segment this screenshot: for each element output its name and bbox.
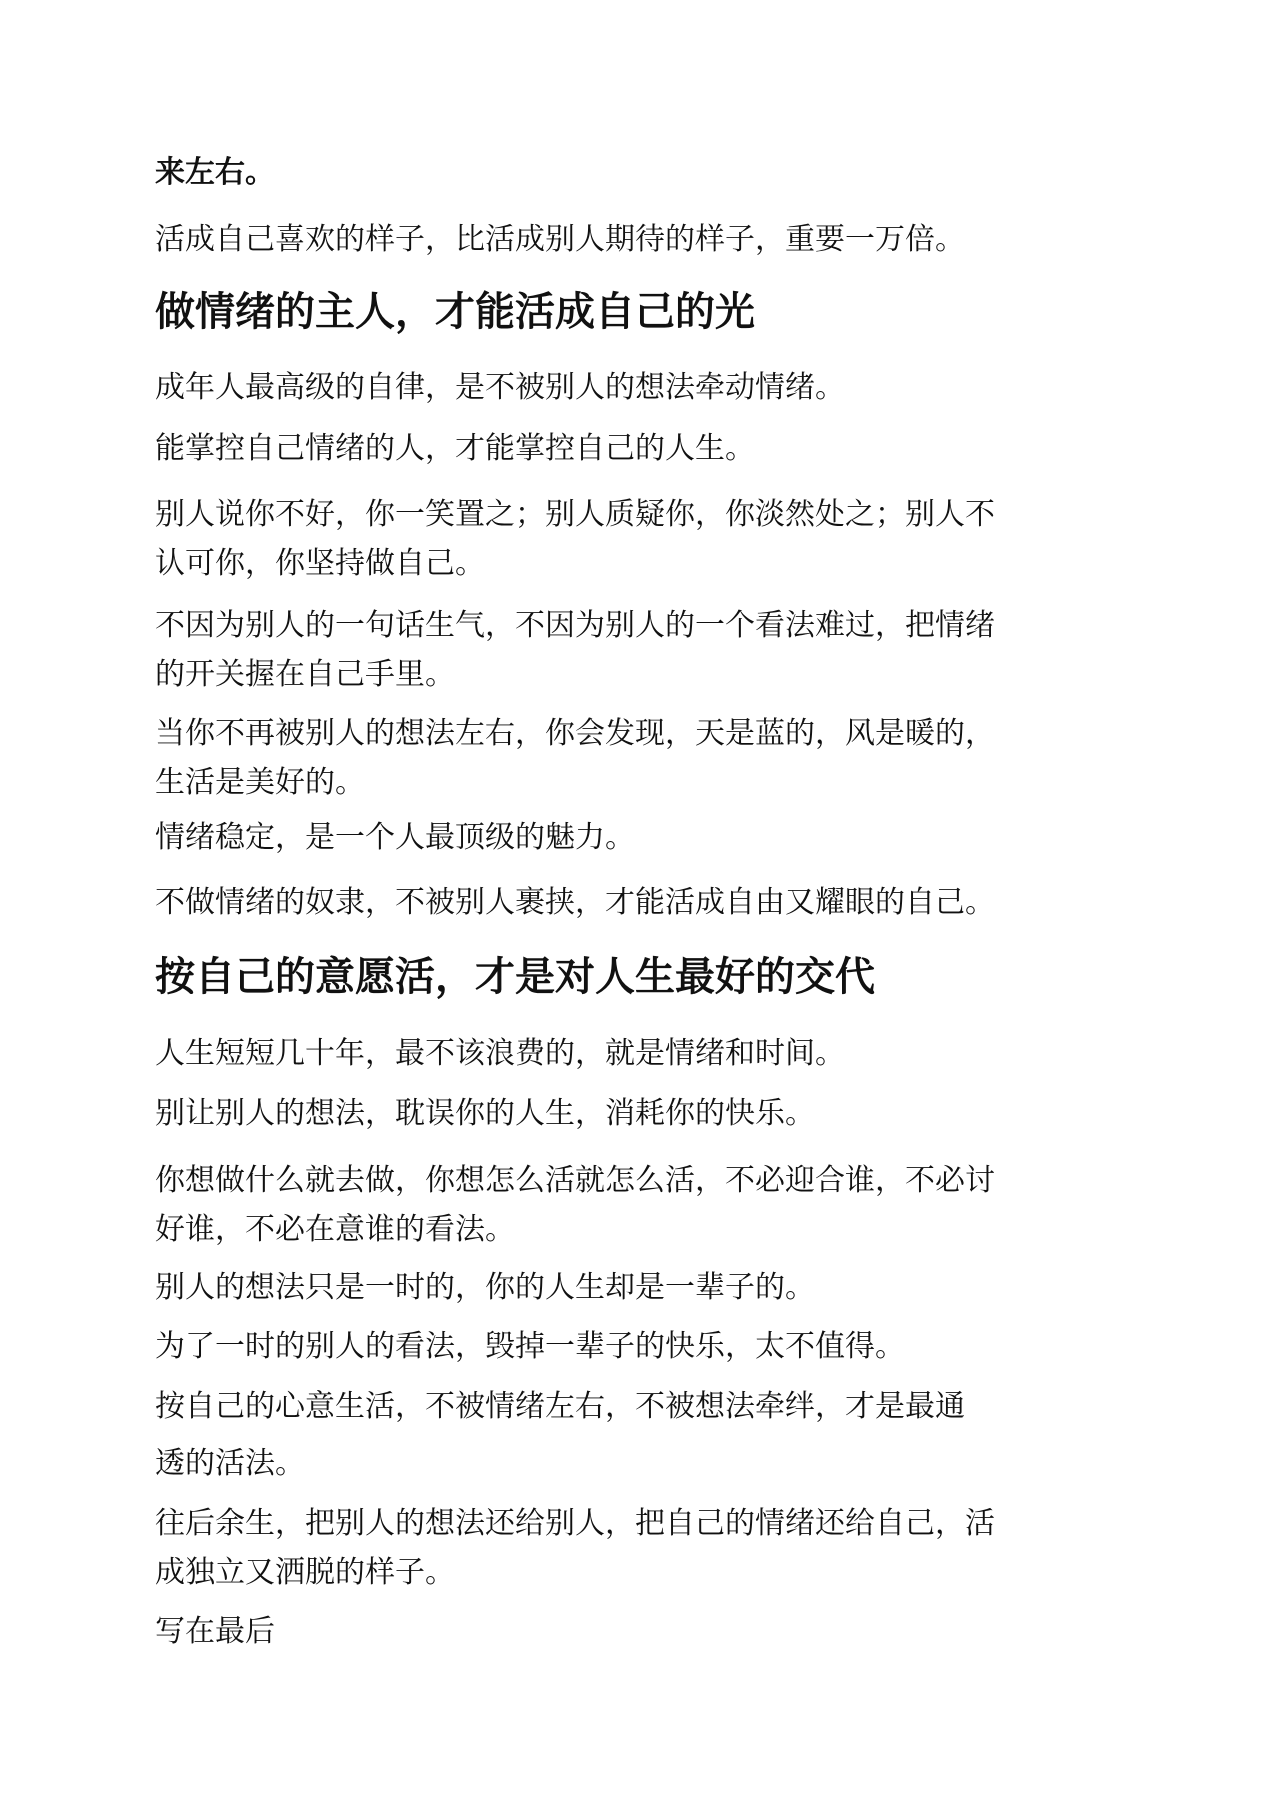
- closing-section-label: 写在最后: [155, 1614, 275, 1649]
- text-line: 别人说你不好，你一笑置之；别人质疑你，你淡然处之；别人不: [155, 497, 995, 532]
- text-line: 成年人最高级的自律，是不被别人的想法牵动情绪。: [155, 370, 845, 405]
- text-line: 成独立又洒脱的样子。: [155, 1555, 455, 1590]
- text-line: 的开关握在自己手里。: [155, 657, 455, 692]
- text-line: 不做情绪的奴隶，不被别人裹挟，才能活成自由又耀眼的自己。: [155, 885, 995, 920]
- text-line: 能掌控自己情绪的人，才能掌控自己的人生。: [155, 431, 755, 466]
- text-line: 当你不再被别人的想法左右，你会发现，天是蓝的，风是暖的，: [155, 716, 995, 751]
- text-line: 活成自己喜欢的样子，比活成别人期待的样子，重要一万倍。: [155, 222, 965, 257]
- text-line: 别让别人的想法，耽误你的人生，消耗你的快乐。: [155, 1096, 815, 1131]
- text-line: 别人的想法只是一时的，你的人生却是一辈子的。: [155, 1270, 815, 1305]
- text-line: 不因为别人的一句话生气，不因为别人的一个看法难过，把情绪: [155, 608, 995, 643]
- text-line: 按自己的心意生活，不被情绪左右，不被想法牵绊，才是最通: [155, 1389, 965, 1424]
- text-line: 生活是美好的。: [155, 765, 365, 800]
- text-line: 人生短短几十年，最不该浪费的，就是情绪和时间。: [155, 1036, 845, 1071]
- section-heading-emotion-master: 做情绪的主人，才能活成自己的光: [155, 289, 755, 335]
- section-heading-own-will: 按自己的意愿活，才是对人生最好的交代: [155, 954, 875, 1000]
- text-line: 透的活法。: [155, 1446, 305, 1481]
- text-line: 为了一时的别人的看法，毁掉一辈子的快乐，太不值得。: [155, 1329, 905, 1364]
- text-line-continuation: 来左右。: [155, 155, 275, 190]
- text-line: 你想做什么就去做，你想怎么活就怎么活，不必迎合谁，不必讨: [155, 1163, 995, 1198]
- text-line: 往后余生，把别人的想法还给别人，把自己的情绪还给自己，活: [155, 1506, 995, 1541]
- text-line: 认可你，你坚持做自己。: [155, 546, 485, 581]
- text-line: 好谁，不必在意谁的看法。: [155, 1212, 515, 1247]
- text-line: 情绪稳定，是一个人最顶级的魅力。: [155, 820, 635, 855]
